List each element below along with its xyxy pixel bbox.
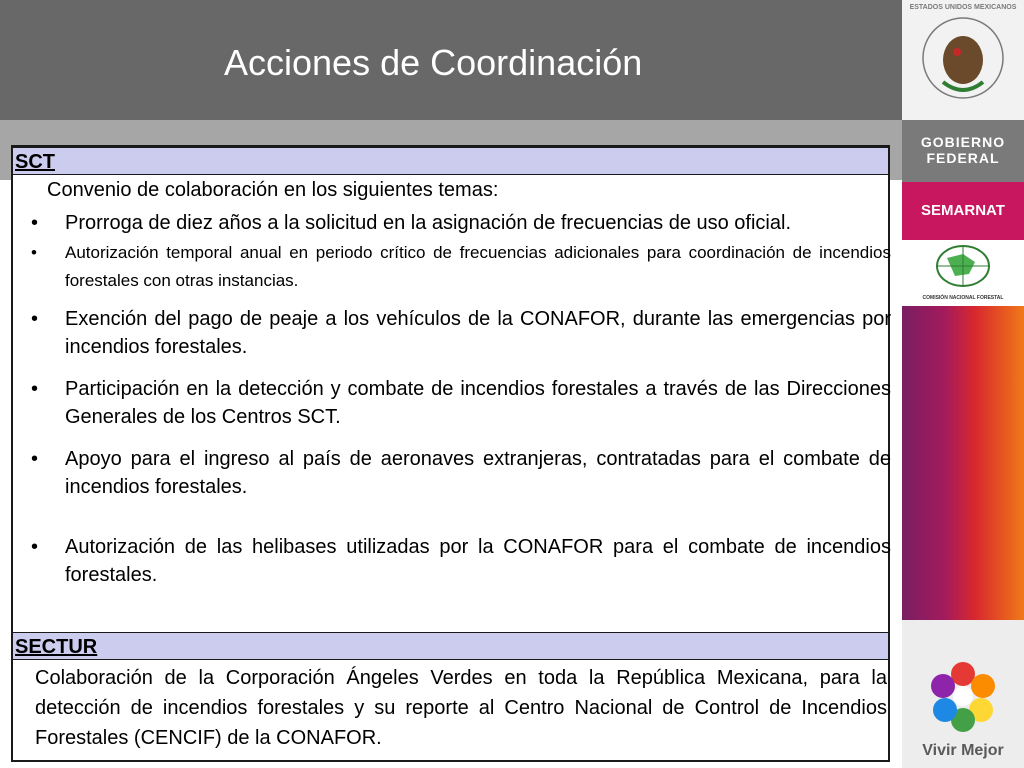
bullet-icon: •	[31, 448, 39, 470]
bullet-icon: •	[31, 308, 39, 330]
seal-caption: ESTADOS UNIDOS MEXICANOS	[909, 4, 1017, 11]
decorative-bands	[902, 306, 1024, 620]
sct-intro: Convenio de colaboración en los siguientes temas:	[47, 179, 499, 201]
content-box	[11, 145, 890, 762]
list-item-text: Participación en la detección y combate de incendios forestales a través de las Direcciones Generales de los Centros SCT.	[65, 378, 891, 428]
bullet-icon: •	[31, 378, 39, 400]
list-item-text: Apoyo para el ingreso al país de aeronaves extranjeras, contratadas para el combate de incendios forestales.	[65, 448, 891, 498]
mexican-seal	[902, 0, 1024, 120]
list-item-text: Autorización temporal anual en periodo crítico de frecuencias adicionales para coordinación de incendios forestales con otras instancias.	[65, 243, 891, 290]
conafor-logo	[902, 240, 1024, 306]
list-item	[29, 239, 891, 295]
vivir-mejor-text: Vivir Mejor	[922, 742, 1004, 759]
conafor-globe-icon	[933, 244, 993, 290]
semarnat-logo: SEMARNAT	[902, 182, 1024, 240]
flower-icon	[923, 656, 1003, 736]
vivir-mejor-logo	[902, 620, 1024, 768]
bullet-icon: •	[31, 212, 39, 234]
sectur-text: Colaboración de la Corporación Ángeles Verdes en toda la República Mexicana, para la detección de incendios forestales y su reporte al Centro Nacional de Control de Incendios Forestales (CENCIF) de la CONAFOR.	[35, 667, 887, 749]
bullet-icon: •	[31, 536, 39, 558]
list-item	[29, 375, 891, 431]
list-item	[29, 305, 891, 361]
list-item-text: Exención del pago de peaje a los vehículos de la CONAFOR, durante las emergencias por incendios forestales.	[65, 308, 891, 358]
eagle-seal-icon	[902, 0, 1024, 120]
list-item-text: Autorización de las helibases utilizadas por la CONAFOR para el combate de incendios forestales.	[65, 536, 891, 586]
title-bar	[0, 0, 902, 120]
sct-item-list	[29, 209, 891, 589]
slide-title: Acciones de Coordinación	[224, 42, 643, 83]
bullet-icon: •	[31, 243, 37, 262]
gobierno-line-2: FEDERAL	[926, 150, 1000, 166]
list-item	[29, 209, 891, 237]
gobierno-federal-logo	[902, 120, 1024, 182]
list-item-text: Prorroga de diez años a la solicitud en la asignación de frecuencias de uso oficial.	[65, 212, 791, 234]
sectur-heading: SECTUR	[13, 632, 888, 660]
sct-heading: SCT	[13, 147, 888, 175]
conafor-caption: COMISIÓN NACIONAL FORESTAL	[922, 295, 1004, 301]
list-item	[29, 445, 891, 501]
branding-sidebar	[902, 0, 1024, 768]
list-item	[29, 533, 891, 589]
gobierno-line-1: GOBIERNO	[920, 134, 1006, 150]
